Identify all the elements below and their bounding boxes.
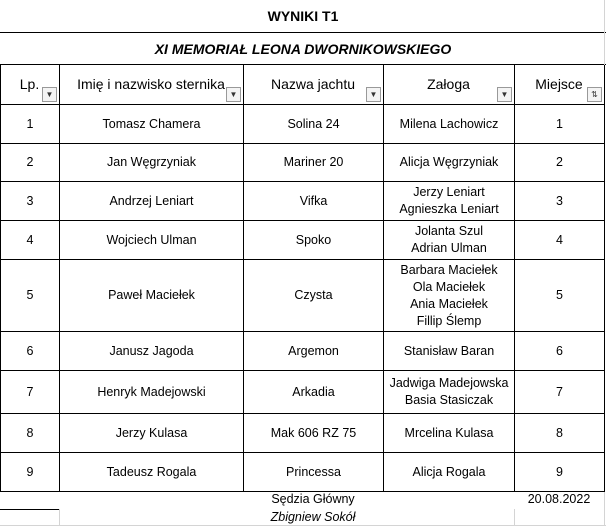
cell-sternik[interactable]: Tadeusz Rogala xyxy=(106,464,197,479)
cell-lp[interactable]: 2 xyxy=(26,155,34,169)
crew-member: Jerzy Leniart xyxy=(413,185,485,199)
crew-member: Agnieszka Leniart xyxy=(399,202,499,216)
cell-zaloga[interactable] xyxy=(384,144,514,181)
header-miejsce[interactable]: Miejsce xyxy=(535,76,583,92)
cell-zaloga[interactable] xyxy=(384,260,514,331)
header-zaloga[interactable]: Załoga xyxy=(427,76,470,92)
cell-lp[interactable]: 7 xyxy=(26,384,34,399)
filter-dropdown-icon[interactable]: ▼ xyxy=(497,87,512,102)
cell-jacht[interactable]: Princessa xyxy=(286,464,341,479)
cell-sternik[interactable]: Wojciech Ulman xyxy=(106,232,197,247)
crew-member: Jolanta Szul xyxy=(414,224,484,238)
cell-lp[interactable]: 8 xyxy=(26,425,34,440)
cell-lp[interactable]: 6 xyxy=(26,343,34,358)
cell-miejsce[interactable]: 5 xyxy=(556,288,563,302)
cell-sternik[interactable]: Paweł Maciełek xyxy=(108,288,195,302)
cell-miejsce[interactable]: 7 xyxy=(556,384,563,399)
crew-member: Basia Stasiczak xyxy=(404,393,494,407)
crew-member: Milena Lachowicz xyxy=(399,116,499,131)
header-sternik[interactable]: Imię i nazwisko sternika xyxy=(77,76,225,92)
cell-zaloga[interactable] xyxy=(384,332,514,370)
crew-member: Adrian Ulman xyxy=(411,241,487,255)
cell-jacht[interactable]: Czysta xyxy=(294,288,333,302)
cell-jacht[interactable]: Mak 606 RZ 75 xyxy=(270,425,357,440)
crew-member: Fillip Ślemp xyxy=(416,313,482,328)
cell-lp[interactable]: 3 xyxy=(26,193,34,208)
crew-member: Barbara Maciełek xyxy=(400,262,498,277)
cell-miejsce[interactable]: 3 xyxy=(556,193,563,208)
cell-lp[interactable]: 1 xyxy=(26,116,34,131)
crew-member: Mrcelina Kulasa xyxy=(404,425,494,440)
sheet-subtitle[interactable]: XI MEMORIAŁ LEONA DWORNIKOWSKIEGO xyxy=(0,33,606,65)
cell-miejsce[interactable]: 2 xyxy=(556,155,563,169)
cell-jacht[interactable]: Spoko xyxy=(295,232,332,247)
cell-lp[interactable]: 9 xyxy=(26,464,34,479)
crew-member: Alicja Węgrzyniak xyxy=(399,155,499,169)
filter-dropdown-icon[interactable]: ▼ xyxy=(42,87,57,102)
cell-lp[interactable]: 4 xyxy=(26,232,34,247)
sheet-title[interactable]: WYNIKI T1 xyxy=(0,0,606,33)
judge-label[interactable]: Sędzia Główny xyxy=(271,492,355,506)
cell-sternik[interactable]: Jan Węgrzyniak xyxy=(107,155,196,169)
cell-sternik[interactable]: Tomasz Chamera xyxy=(102,116,201,131)
cell-zaloga[interactable] xyxy=(384,221,514,259)
crew-member: Ola Maciełek xyxy=(412,279,486,294)
cell-sternik[interactable]: Jerzy Kulasa xyxy=(115,425,188,440)
cell-zaloga[interactable] xyxy=(384,105,514,143)
header-lp[interactable]: Lp. xyxy=(19,76,40,92)
filter-dropdown-icon[interactable]: ▼ xyxy=(366,87,381,102)
filter-dropdown-icon[interactable]: ⇅ xyxy=(587,87,602,102)
cell-jacht[interactable]: Arkadia xyxy=(292,384,335,399)
crew-member: Ania Maciełek xyxy=(410,296,488,311)
cell-jacht[interactable]: Mariner 20 xyxy=(283,155,344,169)
cell-zaloga[interactable] xyxy=(384,414,514,452)
cell-jacht[interactable]: Vifka xyxy=(299,193,328,208)
cell-jacht[interactable]: Solina 24 xyxy=(287,116,340,131)
cell-miejsce[interactable]: 8 xyxy=(556,425,563,440)
header-jacht[interactable]: Nazwa jachtu xyxy=(270,76,356,92)
filter-dropdown-icon[interactable]: ▼ xyxy=(226,87,241,102)
cell-zaloga[interactable] xyxy=(384,371,514,413)
cell-miejsce[interactable]: 9 xyxy=(556,464,563,479)
cell-jacht[interactable]: Argemon xyxy=(288,343,339,358)
cell-zaloga[interactable] xyxy=(384,453,514,491)
crew-member: Jadwiga Madejowska xyxy=(389,376,509,390)
crew-member: Stanisław Baran xyxy=(403,343,495,358)
crew-member: Alicja Rogala xyxy=(412,464,486,479)
cell-miejsce[interactable]: 6 xyxy=(556,343,563,358)
cell-sternik[interactable]: Henryk Madejowski xyxy=(97,384,206,399)
cell-miejsce[interactable]: 1 xyxy=(556,116,563,131)
cell-miejsce[interactable]: 4 xyxy=(556,232,563,247)
date-cell[interactable]: 20.08.2022 xyxy=(527,492,591,506)
cell-sternik[interactable]: Andrzej Leniart xyxy=(109,193,194,208)
judge-name[interactable]: Zbigniew Sokół xyxy=(270,510,356,524)
cell-sternik[interactable]: Janusz Jagoda xyxy=(109,343,194,358)
cell-zaloga[interactable] xyxy=(384,182,514,220)
cell-lp[interactable]: 5 xyxy=(26,288,34,302)
